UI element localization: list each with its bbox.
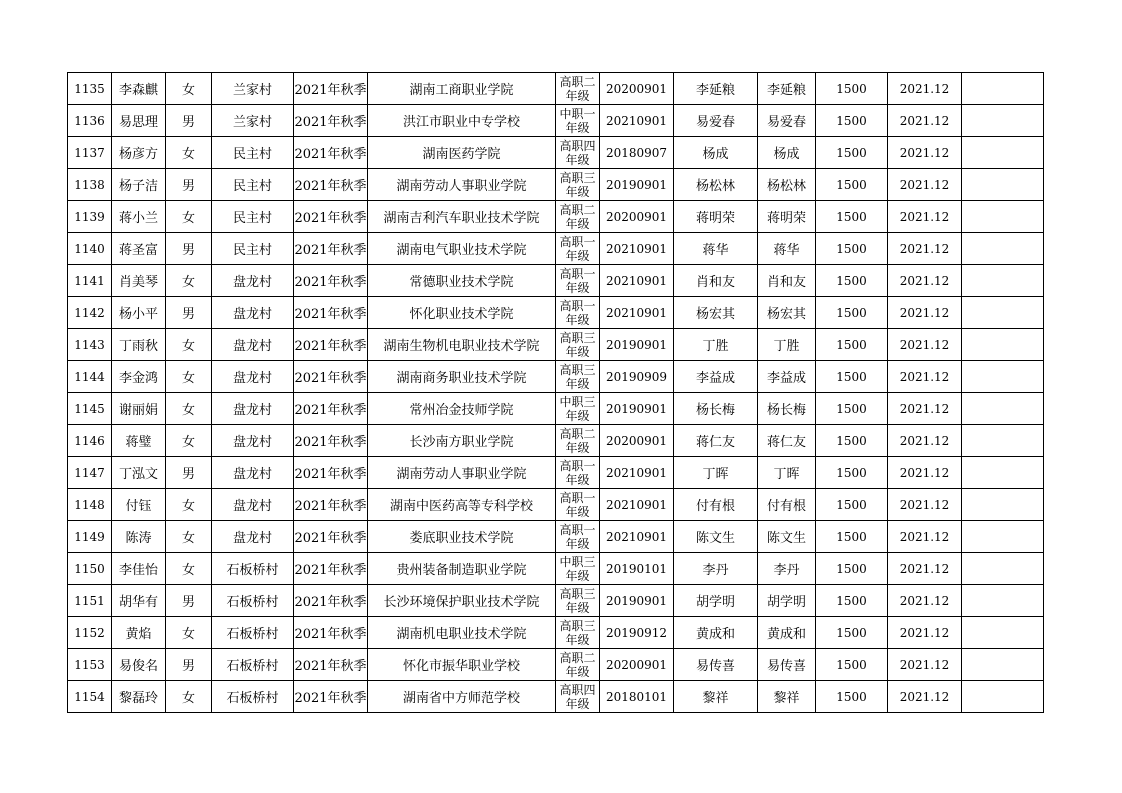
cell-payment-date: 2021.12 xyxy=(888,329,962,361)
cell-note xyxy=(962,73,1044,105)
cell-amount: 1500 xyxy=(816,73,888,105)
cell-term: 2021年秋季 xyxy=(294,649,368,681)
cell-payment-date: 2021.12 xyxy=(888,265,962,297)
cell-guardian: 易爱春 xyxy=(674,105,758,137)
cell-term: 2021年秋季 xyxy=(294,681,368,713)
table-row xyxy=(68,681,1044,713)
cell-village: 民主村 xyxy=(212,169,294,201)
cell-payment-date: 2021.12 xyxy=(888,425,962,457)
cell-student-name: 蒋小兰 xyxy=(112,201,166,233)
cell-term: 2021年秋季 xyxy=(294,361,368,393)
cell-student-name: 谢丽娟 xyxy=(112,393,166,425)
cell-payee: 杨成 xyxy=(758,137,816,169)
cell-enrollment-date: 20200901 xyxy=(600,425,674,457)
cell-enrollment-date: 20200901 xyxy=(600,201,674,233)
cell-amount: 1500 xyxy=(816,585,888,617)
cell-payment-date: 2021.12 xyxy=(888,617,962,649)
cell-school: 湖南医药学院 xyxy=(368,137,556,169)
cell-student-name: 蒋圣富 xyxy=(112,233,166,265)
cell-enrollment-date: 20210901 xyxy=(600,233,674,265)
cell-note xyxy=(962,521,1044,553)
cell-term: 2021年秋季 xyxy=(294,233,368,265)
cell-guardian: 杨成 xyxy=(674,137,758,169)
cell-student-name: 丁泓文 xyxy=(112,457,166,489)
cell-school: 湖南吉利汽车职业技术学院 xyxy=(368,201,556,233)
subsidy-roster-table xyxy=(67,72,1044,713)
cell-village: 民主村 xyxy=(212,137,294,169)
cell-grade: 高职一年级 xyxy=(556,457,600,489)
cell-note xyxy=(962,489,1044,521)
table-row xyxy=(68,617,1044,649)
cell-note xyxy=(962,681,1044,713)
cell-payee: 蒋仁友 xyxy=(758,425,816,457)
cell-payee: 易传喜 xyxy=(758,649,816,681)
cell-gender: 女 xyxy=(166,265,212,297)
cell-serial-number: 1154 xyxy=(68,681,112,713)
cell-enrollment-date: 20190909 xyxy=(600,361,674,393)
cell-serial-number: 1143 xyxy=(68,329,112,361)
cell-enrollment-date: 20190901 xyxy=(600,585,674,617)
cell-village: 石板桥村 xyxy=(212,649,294,681)
cell-enrollment-date: 20210901 xyxy=(600,105,674,137)
cell-school: 怀化职业技术学院 xyxy=(368,297,556,329)
cell-grade: 高职二年级 xyxy=(556,425,600,457)
table-row xyxy=(68,585,1044,617)
cell-term: 2021年秋季 xyxy=(294,489,368,521)
cell-village: 兰家村 xyxy=(212,105,294,137)
cell-payee: 黄成和 xyxy=(758,617,816,649)
cell-note xyxy=(962,105,1044,137)
cell-gender: 男 xyxy=(166,585,212,617)
cell-enrollment-date: 20210901 xyxy=(600,297,674,329)
cell-payee: 胡学明 xyxy=(758,585,816,617)
cell-grade: 高职三年级 xyxy=(556,361,600,393)
cell-enrollment-date: 20210901 xyxy=(600,489,674,521)
cell-school: 长沙南方职业学院 xyxy=(368,425,556,457)
cell-grade: 高职一年级 xyxy=(556,297,600,329)
cell-note xyxy=(962,361,1044,393)
cell-village: 盘龙村 xyxy=(212,297,294,329)
cell-serial-number: 1148 xyxy=(68,489,112,521)
cell-student-name: 蒋璧 xyxy=(112,425,166,457)
table-row xyxy=(68,169,1044,201)
cell-grade: 高职四年级 xyxy=(556,137,600,169)
cell-payee: 杨松林 xyxy=(758,169,816,201)
cell-payee: 李丹 xyxy=(758,553,816,585)
cell-grade: 中职一年级 xyxy=(556,105,600,137)
cell-serial-number: 1140 xyxy=(68,233,112,265)
cell-amount: 1500 xyxy=(816,329,888,361)
cell-guardian: 肖和友 xyxy=(674,265,758,297)
cell-payment-date: 2021.12 xyxy=(888,361,962,393)
cell-note xyxy=(962,297,1044,329)
cell-enrollment-date: 20210901 xyxy=(600,521,674,553)
table-row xyxy=(68,393,1044,425)
cell-note xyxy=(962,553,1044,585)
cell-note xyxy=(962,617,1044,649)
cell-serial-number: 1147 xyxy=(68,457,112,489)
cell-village: 民主村 xyxy=(212,201,294,233)
cell-term: 2021年秋季 xyxy=(294,521,368,553)
cell-payee: 李延粮 xyxy=(758,73,816,105)
cell-term: 2021年秋季 xyxy=(294,73,368,105)
cell-payee: 蒋华 xyxy=(758,233,816,265)
cell-amount: 1500 xyxy=(816,425,888,457)
cell-payment-date: 2021.12 xyxy=(888,137,962,169)
cell-gender: 女 xyxy=(166,137,212,169)
cell-amount: 1500 xyxy=(816,233,888,265)
cell-note xyxy=(962,201,1044,233)
cell-payee: 付有根 xyxy=(758,489,816,521)
cell-enrollment-date: 20210901 xyxy=(600,457,674,489)
cell-note xyxy=(962,233,1044,265)
cell-payment-date: 2021.12 xyxy=(888,297,962,329)
cell-payment-date: 2021.12 xyxy=(888,521,962,553)
cell-amount: 1500 xyxy=(816,617,888,649)
cell-gender: 男 xyxy=(166,297,212,329)
cell-payment-date: 2021.12 xyxy=(888,169,962,201)
cell-school: 长沙环境保护职业技术学院 xyxy=(368,585,556,617)
cell-serial-number: 1153 xyxy=(68,649,112,681)
cell-payment-date: 2021.12 xyxy=(888,553,962,585)
cell-village: 石板桥村 xyxy=(212,617,294,649)
cell-payee: 黎祥 xyxy=(758,681,816,713)
cell-school: 湖南劳动人事职业学院 xyxy=(368,169,556,201)
cell-payment-date: 2021.12 xyxy=(888,681,962,713)
table-row xyxy=(68,649,1044,681)
cell-enrollment-date: 20180907 xyxy=(600,137,674,169)
cell-village: 盘龙村 xyxy=(212,489,294,521)
cell-note xyxy=(962,649,1044,681)
cell-amount: 1500 xyxy=(816,137,888,169)
cell-student-name: 杨彦方 xyxy=(112,137,166,169)
cell-payee: 陈文生 xyxy=(758,521,816,553)
cell-school: 常德职业技术学院 xyxy=(368,265,556,297)
cell-serial-number: 1137 xyxy=(68,137,112,169)
cell-student-name: 胡华有 xyxy=(112,585,166,617)
cell-payment-date: 2021.12 xyxy=(888,649,962,681)
cell-enrollment-date: 20190101 xyxy=(600,553,674,585)
cell-gender: 女 xyxy=(166,329,212,361)
cell-serial-number: 1142 xyxy=(68,297,112,329)
cell-amount: 1500 xyxy=(816,297,888,329)
cell-guardian: 杨宏其 xyxy=(674,297,758,329)
cell-serial-number: 1151 xyxy=(68,585,112,617)
cell-serial-number: 1150 xyxy=(68,553,112,585)
cell-payee: 蒋明荣 xyxy=(758,201,816,233)
cell-school: 湖南中医药高等专科学校 xyxy=(368,489,556,521)
cell-gender: 男 xyxy=(166,649,212,681)
cell-village: 石板桥村 xyxy=(212,553,294,585)
cell-guardian: 易传喜 xyxy=(674,649,758,681)
cell-gender: 女 xyxy=(166,681,212,713)
cell-guardian: 胡学明 xyxy=(674,585,758,617)
cell-enrollment-date: 20190901 xyxy=(600,393,674,425)
cell-serial-number: 1145 xyxy=(68,393,112,425)
cell-village: 石板桥村 xyxy=(212,681,294,713)
cell-note xyxy=(962,425,1044,457)
cell-enrollment-date: 20190901 xyxy=(600,169,674,201)
cell-grade: 高职二年级 xyxy=(556,73,600,105)
cell-student-name: 李金鸿 xyxy=(112,361,166,393)
cell-note xyxy=(962,265,1044,297)
cell-village: 盘龙村 xyxy=(212,425,294,457)
table-row xyxy=(68,265,1044,297)
cell-serial-number: 1141 xyxy=(68,265,112,297)
cell-term: 2021年秋季 xyxy=(294,329,368,361)
table-row xyxy=(68,201,1044,233)
cell-term: 2021年秋季 xyxy=(294,265,368,297)
cell-enrollment-date: 20190912 xyxy=(600,617,674,649)
cell-amount: 1500 xyxy=(816,393,888,425)
cell-note xyxy=(962,457,1044,489)
cell-term: 2021年秋季 xyxy=(294,137,368,169)
cell-guardian: 丁胜 xyxy=(674,329,758,361)
cell-serial-number: 1149 xyxy=(68,521,112,553)
table-row xyxy=(68,457,1044,489)
cell-enrollment-date: 20210901 xyxy=(600,265,674,297)
cell-grade: 高职一年级 xyxy=(556,521,600,553)
cell-amount: 1500 xyxy=(816,105,888,137)
table-row xyxy=(68,361,1044,393)
cell-payment-date: 2021.12 xyxy=(888,233,962,265)
cell-grade: 高职二年级 xyxy=(556,649,600,681)
cell-payee: 丁胜 xyxy=(758,329,816,361)
cell-amount: 1500 xyxy=(816,649,888,681)
cell-payment-date: 2021.12 xyxy=(888,457,962,489)
cell-note xyxy=(962,393,1044,425)
cell-village: 盘龙村 xyxy=(212,521,294,553)
cell-payee: 易爱春 xyxy=(758,105,816,137)
cell-term: 2021年秋季 xyxy=(294,297,368,329)
cell-gender: 女 xyxy=(166,553,212,585)
cell-grade: 高职二年级 xyxy=(556,201,600,233)
cell-note xyxy=(962,137,1044,169)
cell-payee: 肖和友 xyxy=(758,265,816,297)
cell-village: 盘龙村 xyxy=(212,265,294,297)
cell-guardian: 蒋华 xyxy=(674,233,758,265)
cell-grade: 高职三年级 xyxy=(556,169,600,201)
cell-serial-number: 1135 xyxy=(68,73,112,105)
cell-payee: 杨宏其 xyxy=(758,297,816,329)
cell-student-name: 陈涛 xyxy=(112,521,166,553)
cell-payment-date: 2021.12 xyxy=(888,489,962,521)
cell-guardian: 蒋明荣 xyxy=(674,201,758,233)
cell-student-name: 李森麒 xyxy=(112,73,166,105)
cell-term: 2021年秋季 xyxy=(294,585,368,617)
cell-student-name: 黎磊玲 xyxy=(112,681,166,713)
cell-term: 2021年秋季 xyxy=(294,553,368,585)
cell-amount: 1500 xyxy=(816,265,888,297)
cell-payment-date: 2021.12 xyxy=(888,393,962,425)
cell-serial-number: 1152 xyxy=(68,617,112,649)
cell-grade: 高职一年级 xyxy=(556,233,600,265)
cell-term: 2021年秋季 xyxy=(294,105,368,137)
cell-gender: 女 xyxy=(166,425,212,457)
table-row xyxy=(68,233,1044,265)
cell-enrollment-date: 20200901 xyxy=(600,73,674,105)
cell-term: 2021年秋季 xyxy=(294,425,368,457)
cell-payment-date: 2021.12 xyxy=(888,201,962,233)
cell-payee: 丁晖 xyxy=(758,457,816,489)
cell-payee: 李益成 xyxy=(758,361,816,393)
cell-village: 民主村 xyxy=(212,233,294,265)
cell-school: 湖南生物机电职业技术学院 xyxy=(368,329,556,361)
cell-gender: 男 xyxy=(166,233,212,265)
cell-guardian: 黄成和 xyxy=(674,617,758,649)
cell-village: 盘龙村 xyxy=(212,329,294,361)
cell-student-name: 杨小平 xyxy=(112,297,166,329)
cell-gender: 女 xyxy=(166,617,212,649)
cell-school: 常州冶金技师学院 xyxy=(368,393,556,425)
cell-school: 洪江市职业中专学校 xyxy=(368,105,556,137)
cell-guardian: 丁晖 xyxy=(674,457,758,489)
cell-school: 湖南电气职业技术学院 xyxy=(368,233,556,265)
table-row xyxy=(68,329,1044,361)
cell-student-name: 丁雨秋 xyxy=(112,329,166,361)
cell-term: 2021年秋季 xyxy=(294,393,368,425)
cell-amount: 1500 xyxy=(816,553,888,585)
cell-student-name: 付钰 xyxy=(112,489,166,521)
cell-enrollment-date: 20200901 xyxy=(600,649,674,681)
cell-guardian: 杨松林 xyxy=(674,169,758,201)
cell-grade: 中职三年级 xyxy=(556,393,600,425)
cell-serial-number: 1144 xyxy=(68,361,112,393)
cell-serial-number: 1139 xyxy=(68,201,112,233)
cell-student-name: 黄焰 xyxy=(112,617,166,649)
cell-guardian: 李丹 xyxy=(674,553,758,585)
cell-note xyxy=(962,169,1044,201)
cell-grade: 高职四年级 xyxy=(556,681,600,713)
cell-term: 2021年秋季 xyxy=(294,617,368,649)
cell-term: 2021年秋季 xyxy=(294,201,368,233)
cell-grade: 高职三年级 xyxy=(556,617,600,649)
table-row xyxy=(68,137,1044,169)
cell-grade: 中职三年级 xyxy=(556,553,600,585)
cell-gender: 女 xyxy=(166,521,212,553)
cell-gender: 男 xyxy=(166,169,212,201)
table-body xyxy=(68,73,1044,713)
cell-guardian: 蒋仁友 xyxy=(674,425,758,457)
cell-serial-number: 1138 xyxy=(68,169,112,201)
cell-school: 贵州装备制造职业学院 xyxy=(368,553,556,585)
cell-guardian: 李延粮 xyxy=(674,73,758,105)
cell-amount: 1500 xyxy=(816,361,888,393)
table-row xyxy=(68,105,1044,137)
cell-student-name: 肖美琴 xyxy=(112,265,166,297)
cell-serial-number: 1136 xyxy=(68,105,112,137)
cell-school: 湖南劳动人事职业学院 xyxy=(368,457,556,489)
cell-amount: 1500 xyxy=(816,169,888,201)
cell-gender: 女 xyxy=(166,201,212,233)
cell-village: 盘龙村 xyxy=(212,457,294,489)
cell-village: 兰家村 xyxy=(212,73,294,105)
cell-grade: 高职一年级 xyxy=(556,489,600,521)
cell-school: 湖南商务职业技术学院 xyxy=(368,361,556,393)
cell-enrollment-date: 20180101 xyxy=(600,681,674,713)
cell-term: 2021年秋季 xyxy=(294,169,368,201)
cell-school: 湖南机电职业技术学院 xyxy=(368,617,556,649)
cell-grade: 高职三年级 xyxy=(556,329,600,361)
table-row xyxy=(68,425,1044,457)
cell-payment-date: 2021.12 xyxy=(888,585,962,617)
table-row xyxy=(68,521,1044,553)
cell-guardian: 付有根 xyxy=(674,489,758,521)
cell-student-name: 杨子洁 xyxy=(112,169,166,201)
cell-school: 湖南工商职业学院 xyxy=(368,73,556,105)
cell-guardian: 杨长梅 xyxy=(674,393,758,425)
cell-gender: 男 xyxy=(166,105,212,137)
table-row xyxy=(68,553,1044,585)
cell-guardian: 黎祥 xyxy=(674,681,758,713)
cell-grade: 高职一年级 xyxy=(556,265,600,297)
cell-village: 石板桥村 xyxy=(212,585,294,617)
cell-village: 盘龙村 xyxy=(212,393,294,425)
cell-amount: 1500 xyxy=(816,681,888,713)
cell-gender: 女 xyxy=(166,73,212,105)
cell-gender: 女 xyxy=(166,393,212,425)
cell-grade: 高职三年级 xyxy=(556,585,600,617)
cell-school: 湖南省中方师范学校 xyxy=(368,681,556,713)
cell-student-name: 易思理 xyxy=(112,105,166,137)
cell-guardian: 陈文生 xyxy=(674,521,758,553)
cell-payment-date: 2021.12 xyxy=(888,105,962,137)
cell-gender: 女 xyxy=(166,489,212,521)
table-row xyxy=(68,489,1044,521)
cell-student-name: 易俊名 xyxy=(112,649,166,681)
cell-amount: 1500 xyxy=(816,521,888,553)
cell-gender: 女 xyxy=(166,361,212,393)
cell-payee: 杨长梅 xyxy=(758,393,816,425)
cell-guardian: 李益成 xyxy=(674,361,758,393)
cell-serial-number: 1146 xyxy=(68,425,112,457)
table-row xyxy=(68,73,1044,105)
cell-school: 娄底职业技术学院 xyxy=(368,521,556,553)
cell-school: 怀化市振华职业学校 xyxy=(368,649,556,681)
cell-enrollment-date: 20190901 xyxy=(600,329,674,361)
cell-gender: 男 xyxy=(166,457,212,489)
cell-note xyxy=(962,585,1044,617)
cell-village: 盘龙村 xyxy=(212,361,294,393)
cell-amount: 1500 xyxy=(816,457,888,489)
cell-amount: 1500 xyxy=(816,489,888,521)
table-row xyxy=(68,297,1044,329)
cell-term: 2021年秋季 xyxy=(294,457,368,489)
cell-payment-date: 2021.12 xyxy=(888,73,962,105)
cell-amount: 1500 xyxy=(816,201,888,233)
cell-note xyxy=(962,329,1044,361)
cell-student-name: 李佳怡 xyxy=(112,553,166,585)
